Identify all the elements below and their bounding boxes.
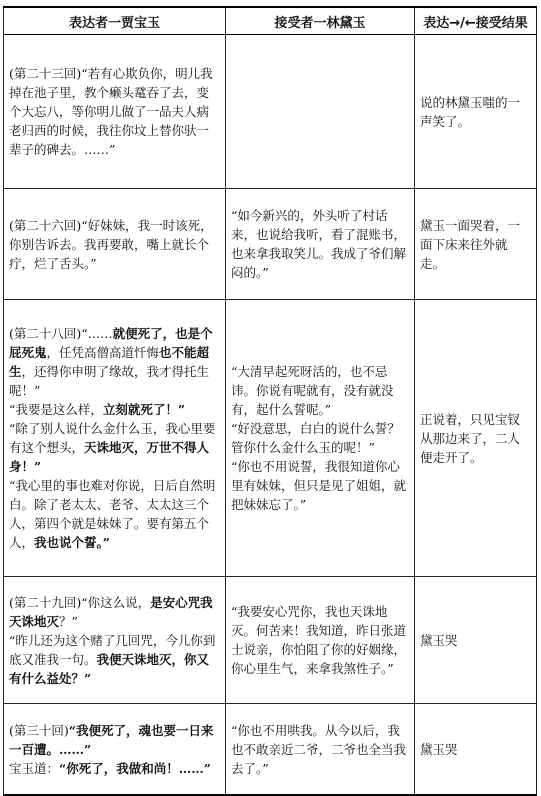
result-cell: 黛玉一面哭着，一面下床来往外就走。 [415,189,537,300]
speaker-text: 宝玉道：“你死了，我做和尚！……” [9,760,211,776]
receiver-cell [226,704,415,796]
header-result: 表达→/←接受结果 [415,7,537,35]
speaker-cell [4,300,226,577]
speaker-text: (第二十九回)“你这么说，是安心咒我天诛地灭？” [9,594,213,629]
result-cell: 黛玉哭 [415,577,537,704]
speaker-text: “我要是这么样，立刻就死了！” [9,402,186,417]
table-row [4,577,537,704]
result-cell: 黛玉哭 [415,704,537,796]
speaker-text: “昨儿还为这个赌了几回咒，今儿你到底又准我一句。我便天诛地灭，你又有什么益处？” [9,632,216,686]
table-row [4,704,537,796]
receiver-cell [226,300,415,577]
speaker-text: “我心里的事也难对你说，日后自然明白。除了老太太、老爷、太太这三个人，第四个就是妹妹了。要有第五个人，我也说个誓。” [9,478,216,550]
speaker-cell [4,189,226,300]
table-row [4,35,537,189]
header-speaker: 表达者一贾宝玉 [4,7,226,35]
result-cell: 说的林黛玉嗤的一声笑了。 [415,35,537,189]
speaker-text: (第二十三回)“若有心欺负你，明儿我掉在池子里，教个癞头鼋吞了去，变个大忘八，等你明儿做了一品夫人病老归西的时候，我往你坟上替你驮一辈子的碑去。……” [9,66,213,157]
speaker-cell [4,704,226,796]
receiver-text: “我要安心咒你，我也天诛地灭。何苦来！我知道，昨日张道士说亲，你怕阻了你的好姻缘，你心里生气，来拿我煞性子。” [231,604,407,676]
receiver-cell [226,189,415,300]
table-row [4,189,537,300]
speaker-cell [4,35,226,189]
header-row [4,7,537,35]
receiver-text: “如今新兴的，外头听了村话来，也说给我听，看了混账书，也来拿我取笑儿。我成了爷们解闷的。” [231,208,407,280]
speaker-text: (第二十六回)“好妹妹，我一时该死，你别告诉去。我再要敢，嘴上就长个疔，烂了舌头。” [9,217,213,271]
receiver-text: “大清早起死呀活的，也不忌讳。你说有呢就有，没有就没有，起什么誓呢。” [231,364,394,417]
result-cell: 正说着，只见宝钗从那边来了，二人便走开了。 [415,300,537,577]
table-row [4,300,537,577]
receiver-text: “好没意思，白白的说什么誓？管你什么金什么玉的呢！” [231,421,400,455]
speaker-text: (第二十八回)“……就便死了，也是个屁死鬼，任凭高僧高道忏悔也不能超生，还得你申明了缘故，我才得托生呢！” [9,326,213,398]
speaker-text: (第三十回)“我便死了，魂也要一日来一百遭。……” [9,722,214,757]
comparison-table [3,6,537,796]
speaker-text: “除了别人说什么金什么玉，我心里要有这个想头，天诛地灭，万世不得人身！” [9,421,216,474]
header-receiver: 接受者一林黛玉 [226,7,415,35]
receiver-text: “你也不用哄我。从今以后，我也不敢亲近二爷，二爷也全当我去了。” [231,722,407,776]
receiver-text: “你也不用说誓，我很知道你心里有妹妹，但只是见了姐姐，就把妹妹忘了。” [231,459,407,512]
receiver-cell [226,35,415,189]
speaker-cell [4,577,226,704]
receiver-cell [226,577,415,704]
